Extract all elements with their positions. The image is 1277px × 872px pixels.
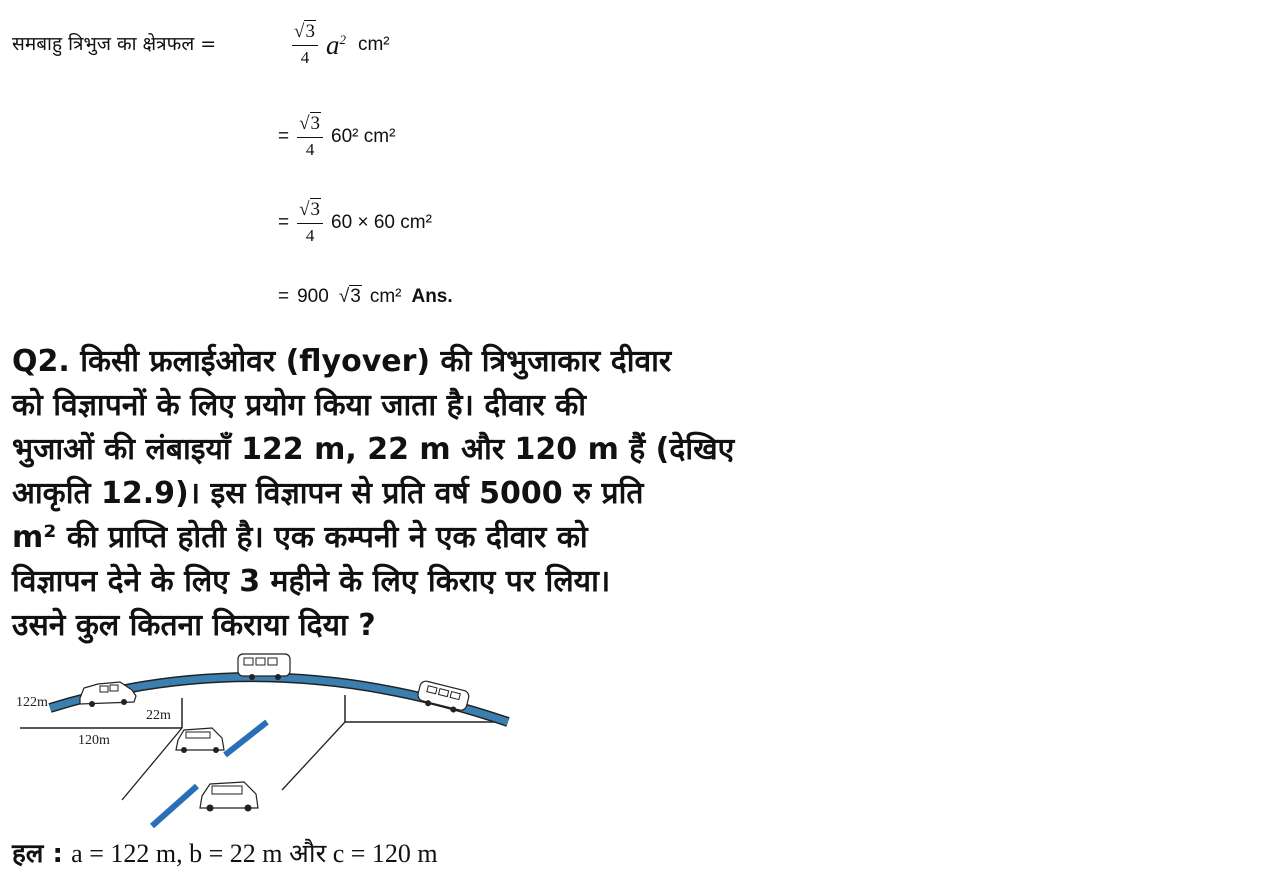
question-line: उसने कुल कितना किराया दिया ? — [12, 608, 376, 643]
question-line: Q2. किसी फ्रलाईओवर (flyover) की त्रिभुजाकार दीवार — [12, 344, 672, 379]
label-122m: 122m — [16, 695, 48, 710]
bus-top — [238, 654, 290, 680]
equation-final: = 900 √3 cm² Ans. — [278, 286, 453, 307]
van-right — [416, 680, 470, 715]
flyover-illustration — [12, 640, 522, 830]
fraction: $\frac{√3}{4}$ — [297, 199, 323, 248]
variable-a: $a^2$ — [325, 29, 346, 60]
question-line: आकृति 12.9)। इस विज्ञापन से प्रति वर्ष 5000 रु प्रति — [12, 476, 644, 511]
car-under-1 — [176, 728, 224, 753]
solution-line — [12, 834, 438, 870]
label-22m: 22m — [146, 708, 171, 723]
road-edge-left — [122, 728, 182, 800]
lane-stripe-1 — [225, 722, 267, 755]
lane-stripe-2 — [152, 786, 197, 826]
ans-label: Ans. — [411, 286, 453, 307]
fraction: $\frac{√3}{4}$ — [292, 21, 318, 70]
equation-row-2: = $\frac{√3}{4}$ 60² cm² — [278, 102, 395, 172]
label-120m: 120m — [78, 733, 110, 748]
fraction: $\frac{√3}{4}$ — [297, 113, 323, 162]
question-line: विज्ञापन देने के लिए 3 महीने के लिए किराए पर लिया। — [12, 564, 611, 599]
question-q2 — [12, 340, 812, 648]
car-under-2 — [200, 782, 258, 812]
road-edge-right — [282, 722, 345, 790]
question-line: m² की प्राप्ति होती है। एक कम्पनी ने एक दीवार को — [12, 520, 588, 555]
equation-row-1: $\frac{√3}{4}$ $a^2$ cm² — [292, 10, 390, 80]
area-formula-label: समबाहु त्रिभुज का क्षेत्रफल = — [12, 33, 217, 55]
flyover-figure — [12, 640, 522, 830]
given-values: a = 122 m, b = 22 m और c = 120 m — [71, 839, 438, 868]
hal-label: हल : — [12, 839, 63, 869]
question-line: भुजाओं की लंबाइयाँ 122 m, 22 m और 120 m हैं (देखिए — [12, 432, 735, 467]
question-line: को विज्ञापनों के लिए प्रयोग किया जाता है। दीवार की — [12, 388, 586, 423]
equation-row-3: = $\frac{√3}{4}$ 60 × 60 cm² — [278, 188, 432, 258]
